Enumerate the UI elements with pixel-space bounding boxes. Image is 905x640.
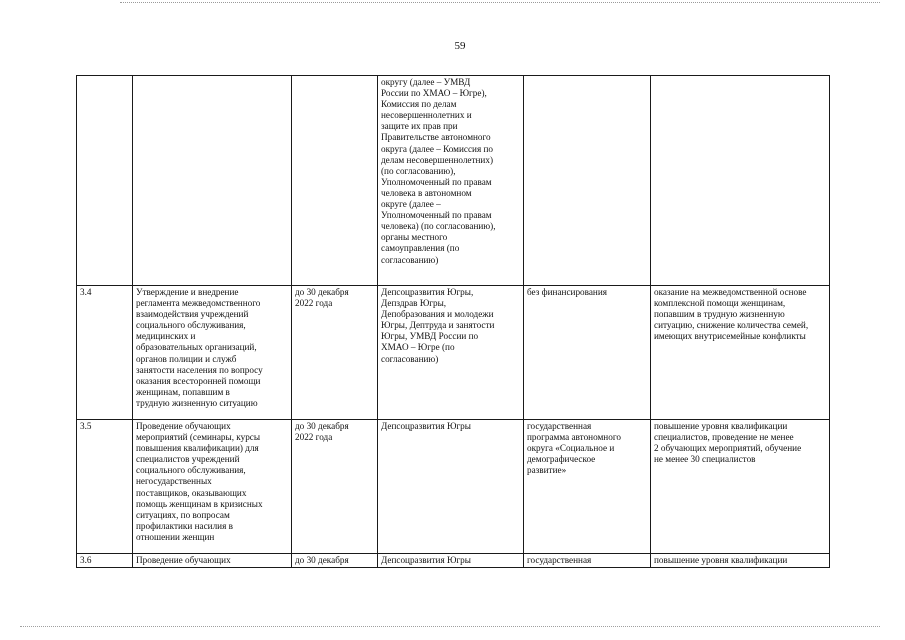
action-cell	[133, 420, 292, 554]
funding-text: без финансирования	[527, 287, 607, 297]
deadline-cell	[292, 554, 378, 568]
deadline-cell	[292, 76, 378, 286]
executors-cell	[378, 554, 524, 568]
item-number-cell	[77, 286, 133, 420]
funding-text: государственная	[527, 555, 592, 565]
action-text: Проведение обучающих мероприятий (семинары, курсы повышения квалификации) для специалистов учреждений социального обслуживания, негосударственных поставщиков, оказывающих помощь женщинам в кризисных ситуациях, по вопросам профилактики насилия в отношении женщин	[136, 421, 263, 542]
item-number-cell	[77, 420, 133, 554]
funding-cell	[524, 76, 651, 286]
action-cell	[133, 554, 292, 568]
result-cell	[651, 76, 830, 286]
item-number: 3.6	[80, 555, 92, 565]
table-row	[77, 554, 830, 568]
action-text: Утверждение и внедрение регламента межведомственного взаимодействия учреждений социального обслуживания, медицинских и образовательных организаций, органов полиции и служб занятости населения по вопросу оказания всесторонней помощи женщинам, попавшим в трудную жизненную ситуацию	[136, 287, 263, 408]
executors-text: округу (далее – УМВД России по ХМАО – Югре), Комиссия по делам несовершеннолетних и защите их прав при Правительстве автономного округа (далее – Комиссия по делам несовершеннолетних) (по согласованию), Уполномоченный по правам человека в автономном округе (далее – Уполномоченный по правам человека) (по согласованию), органы местного самоуправления (по согласованию)	[381, 77, 496, 265]
item-number-cell	[77, 554, 133, 568]
deadline-cell	[292, 420, 378, 554]
funding-cell	[524, 554, 651, 568]
result-text: повышение уровня квалификации	[654, 555, 788, 565]
table-row	[77, 76, 830, 286]
executors-text: Депсоцразвития Югры	[381, 421, 471, 431]
page-number: 59	[454, 40, 466, 52]
scan-edge-top	[120, 2, 880, 3]
result-text: повышение уровня квалификации специалистов, проведение не менее 2 обучающих мероприятий, обучение не менее 30 специалистов	[654, 421, 802, 465]
deadline-text: до 30 декабря	[295, 555, 349, 565]
measures-table	[76, 75, 830, 568]
action-cell	[133, 76, 292, 286]
scan-edge-bottom	[20, 626, 880, 627]
action-text: Проведение обучающих	[136, 555, 231, 565]
deadline-cell	[292, 286, 378, 420]
executors-cell	[378, 286, 524, 420]
funding-cell	[524, 286, 651, 420]
table-row	[77, 420, 830, 554]
table-row	[77, 286, 830, 420]
result-text: оказание на межведомственной основе комплексной помощи женщинам, попавшим в трудную жизненную ситуацию, снижение количества семей, имеющих внутрисемейные конфликты	[654, 287, 809, 342]
funding-cell	[524, 420, 651, 554]
result-cell	[651, 286, 830, 420]
executors-text: Депсоцразвития Югры	[381, 555, 471, 565]
executors-cell	[378, 420, 524, 554]
deadline-text: до 30 декабря 2022 года	[295, 287, 349, 309]
action-cell	[133, 286, 292, 420]
result-cell	[651, 420, 830, 554]
item-number: 3.5	[80, 421, 92, 431]
item-number: 3.4	[80, 287, 92, 297]
executors-text: Депсоцразвития Югры, Депздрав Югры, Депобразования и молодежи Югры, Дептруда и занятости Югры, УМВД России по ХМАО – Югре (по согласованию)	[381, 287, 495, 364]
deadline-text: до 30 декабря 2022 года	[295, 421, 349, 443]
executors-cell	[378, 76, 524, 286]
item-number-cell	[77, 76, 133, 286]
result-cell	[651, 554, 830, 568]
funding-text: государственная программа автономного округа «Социальное и демографическое развитие»	[527, 421, 621, 476]
